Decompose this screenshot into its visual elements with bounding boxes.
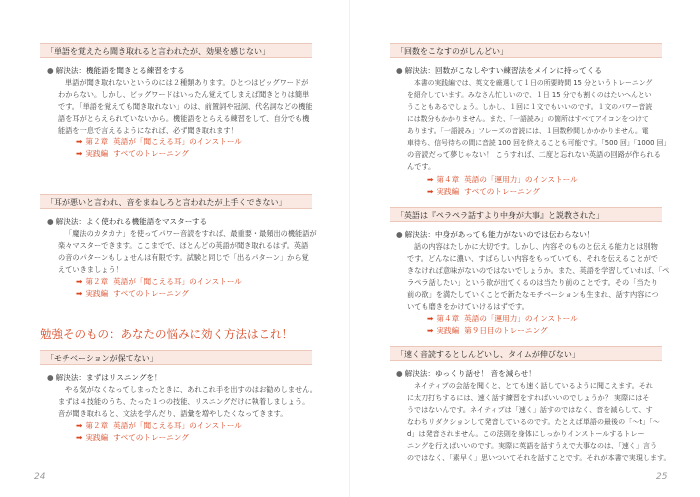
paragraph-line: んです。 — [407, 162, 436, 171]
chapter-reference: ➡ 第２章 英語が「聞こえる耳」のインストール — [76, 421, 242, 430]
paragraph-line: きなければ意味がないのではないでしょうか。また、英語を学習していれば、「ペ — [407, 266, 670, 275]
question-box: 「耳が悪いと言われ、音をまねしろと言われたが上手くできない」 — [40, 194, 312, 209]
chapter-reference: ➡ 第４章 英語の「運用力」のインストール — [427, 314, 578, 323]
paragraph-line: 単語が聞き取れないというのには２種類あります。ひとつはビッグワードが — [65, 78, 309, 87]
chapter-reference: ➡ 第２章 英語が「聞こえる耳」のインストール — [76, 277, 242, 286]
paragraph-line: 前の欲」を満たしていくことで新たなモチベーションも生まれ、話す内容につ — [407, 290, 659, 299]
chapter-reference: ➡ 第２章 英語が「聞こえる耳」のインストール — [76, 137, 242, 146]
paragraph-line: なわちリダクションして発音しているのです。たとえば単語の最後の「～t」「～ — [407, 417, 660, 426]
paragraph-line: です。「単語を覚えても聞き取れない」のは、前置詞や冠詞、代名詞などの機能 — [58, 102, 313, 111]
paragraph-line: を紹介しています。みなさん忙しいので、１日 15 分でも割くのはたいへんとい — [407, 91, 652, 99]
right-arrow-icon: ➡ — [427, 326, 434, 335]
bullet-icon: ● — [47, 373, 54, 382]
paragraph-line: d」は発音されません。この法則を身体にしっかりインストールするトレー — [407, 429, 645, 438]
paragraph-line: には数分もかかりません。また、「一語読み」の箇所はすべてアイコンをつけて — [407, 115, 649, 123]
paragraph-line: 「魔法のカタカナ」を使ってパワー音読をすれば、最重要・最頻出の機能語が — [65, 229, 317, 238]
bullet-icon: ● — [396, 230, 403, 239]
right-arrow-icon: ➡ — [76, 433, 83, 442]
solution-text: 解決法：回数がこなしやすい練習法をメインに持ってくる — [404, 66, 602, 75]
question-box: 「モチベーションが保てない」 — [40, 350, 312, 365]
chapter-reference: ➡ 実践編 すべてのトレーニング — [76, 433, 189, 442]
chapter-reference: ➡ 実践編 すべてのトレーニング — [76, 289, 189, 298]
right-arrow-icon: ➡ — [76, 289, 83, 298]
solution-paragraph — [58, 384, 317, 420]
paragraph-line: ネイティブの会話を聞くと、とても速く話しているように聞こえます。それ — [414, 381, 653, 390]
solution-heading — [47, 372, 162, 383]
solution-paragraph — [58, 228, 317, 276]
paragraph-line: の音読だって夢じゃない！ こうすれば、二度と忘れない英語の回路が作られる — [407, 150, 661, 159]
solution-text: 解決法：ゆっくり話せ！ 音を減らせ！ — [404, 369, 536, 378]
solution-paragraph — [407, 241, 669, 313]
right-arrow-icon: ➡ — [76, 277, 83, 286]
paragraph-line: えていきましょう！ — [58, 265, 123, 274]
paragraph-line: まずは４技能のうち、たった１つの技能、リスニングだけに執着しましょう。 — [58, 397, 310, 406]
solution-text: 解決法：まずはリスニングを！ — [55, 373, 162, 382]
paragraph-line: ニングを行えばいいのです。実際に英語を話すうえで大事なのは、「速く」言う — [407, 441, 658, 450]
solution-heading — [396, 229, 594, 240]
solution-text: 解決法：よく使われる機能語をマスターする — [55, 217, 208, 226]
paragraph-line: の音のパターンもしょせんは有限です。試験と同じで「出るパターン」から覚 — [58, 253, 309, 262]
right-arrow-icon: ➡ — [76, 137, 83, 146]
paragraph-line: 車待ち、信号待ちの間に音読 100 回を終えることも可能です。「500 回」「1000 回」 — [407, 139, 671, 147]
right-arrow-icon: ➡ — [76, 149, 83, 158]
question-box: 「回数をこなすのがしんどい」 — [390, 43, 662, 58]
paragraph-line: です。どんなに濃い、すばらしい内容をもっていても、それを伝えることがで — [407, 254, 658, 263]
paragraph-line: いても磨きをかけていけるはずです。 — [407, 302, 529, 311]
section-heading: 勉強そのもの：あなたの悩みに効く方法はこれ！ — [40, 327, 293, 341]
question-box: 「速く音読するとしんどいし、タイムが伸びない」 — [390, 346, 662, 361]
paragraph-line: うこともあるでしょう。しかし、１回に１文でもいいのです。１文のパワー音読 — [407, 103, 653, 111]
solution-text: 解決法：機能語を聞きとる練習をする — [55, 66, 185, 75]
chapter-reference: ➡ 実践編 第９日目のトレーニング — [427, 326, 548, 335]
solution-heading — [47, 65, 185, 76]
paragraph-line: 音が聞き取れると、文法を学んだり、語彙を増やしたくなってきます。 — [58, 409, 288, 418]
bullet-icon: ● — [47, 217, 54, 226]
solution-heading — [396, 65, 602, 76]
paragraph-line: ラペラ話したい」という欲が出てくるのは当たり前のことです。その「当たり — [407, 278, 658, 287]
paragraph-line: のではなく、「素早く」思いついてそれを話すことです。それが本書で実現します。 — [407, 453, 671, 462]
paragraph-line: 話の内容はたしかに大切です。しかし、内容そのものと伝える能力とは別物 — [414, 242, 658, 251]
paragraph-line: わからない。しかし、ビッグワードはいったん覚えてしまえば聞きとりは簡単 — [58, 90, 310, 99]
question-box: 「英語は『ペラペラ話すより中身が大事』と説教された」 — [390, 207, 662, 222]
chapter-reference: ➡ 実践編 すべてのトレーニング — [427, 187, 540, 196]
page-number-right: 25 — [656, 472, 668, 482]
page-number-left: 24 — [34, 472, 46, 482]
right-page — [350, 0, 700, 497]
solution-paragraph — [407, 380, 671, 464]
paragraph-line: 本書の実践編では、英文を厳選して１日の所要時間 15 分というトレーニング — [414, 79, 653, 87]
question-box: 「単語を覚えたら聞き取れると言われたが、効果を感じない」 — [40, 43, 312, 58]
right-arrow-icon: ➡ — [76, 421, 83, 430]
solution-text: 解決法：中身があっても能力がないのでは伝わらない！ — [404, 230, 595, 239]
chapter-reference: ➡ 実践編 すべてのトレーニング — [76, 149, 189, 158]
paragraph-line: うではないんです。ネイティブは「速く」話すのではなく、音を減らして、す — [407, 405, 653, 414]
bullet-icon: ● — [396, 66, 403, 75]
bullet-icon: ● — [47, 66, 54, 75]
chapter-reference: ➡ 第４章 英語の「運用力」のインストール — [427, 175, 578, 184]
paragraph-line: に太刀打ちするには、速く話す練習をすればいいのでしょうか？ 実際にはそ — [407, 393, 650, 402]
paragraph-line: 語を耳がとらえられていないから。機能語をとらえる練習をして、自分でも機 — [58, 114, 310, 123]
solution-paragraph — [407, 77, 670, 173]
right-arrow-icon: ➡ — [427, 314, 434, 323]
right-arrow-icon: ➡ — [427, 187, 434, 196]
paragraph-line: 能語を一息で言えるようになれば、必ず聞き取れます！ — [58, 126, 238, 135]
solution-heading — [47, 216, 207, 227]
bullet-icon: ● — [396, 369, 403, 378]
paragraph-line: やる気がなくなってしまったときに、あれこれ手を出すのはお勧めしません。 — [65, 385, 317, 394]
paragraph-line: あります。「一語読み」フレーズの音読には、１回数秒間しかかかりません。電 — [407, 127, 649, 135]
right-arrow-icon: ➡ — [427, 175, 434, 184]
paragraph-line: 楽々マスターできます。ここまでで、ほとんどの英語が聞き取れるはず。英語 — [58, 241, 309, 250]
solution-heading — [396, 368, 536, 379]
solution-paragraph — [58, 77, 313, 137]
